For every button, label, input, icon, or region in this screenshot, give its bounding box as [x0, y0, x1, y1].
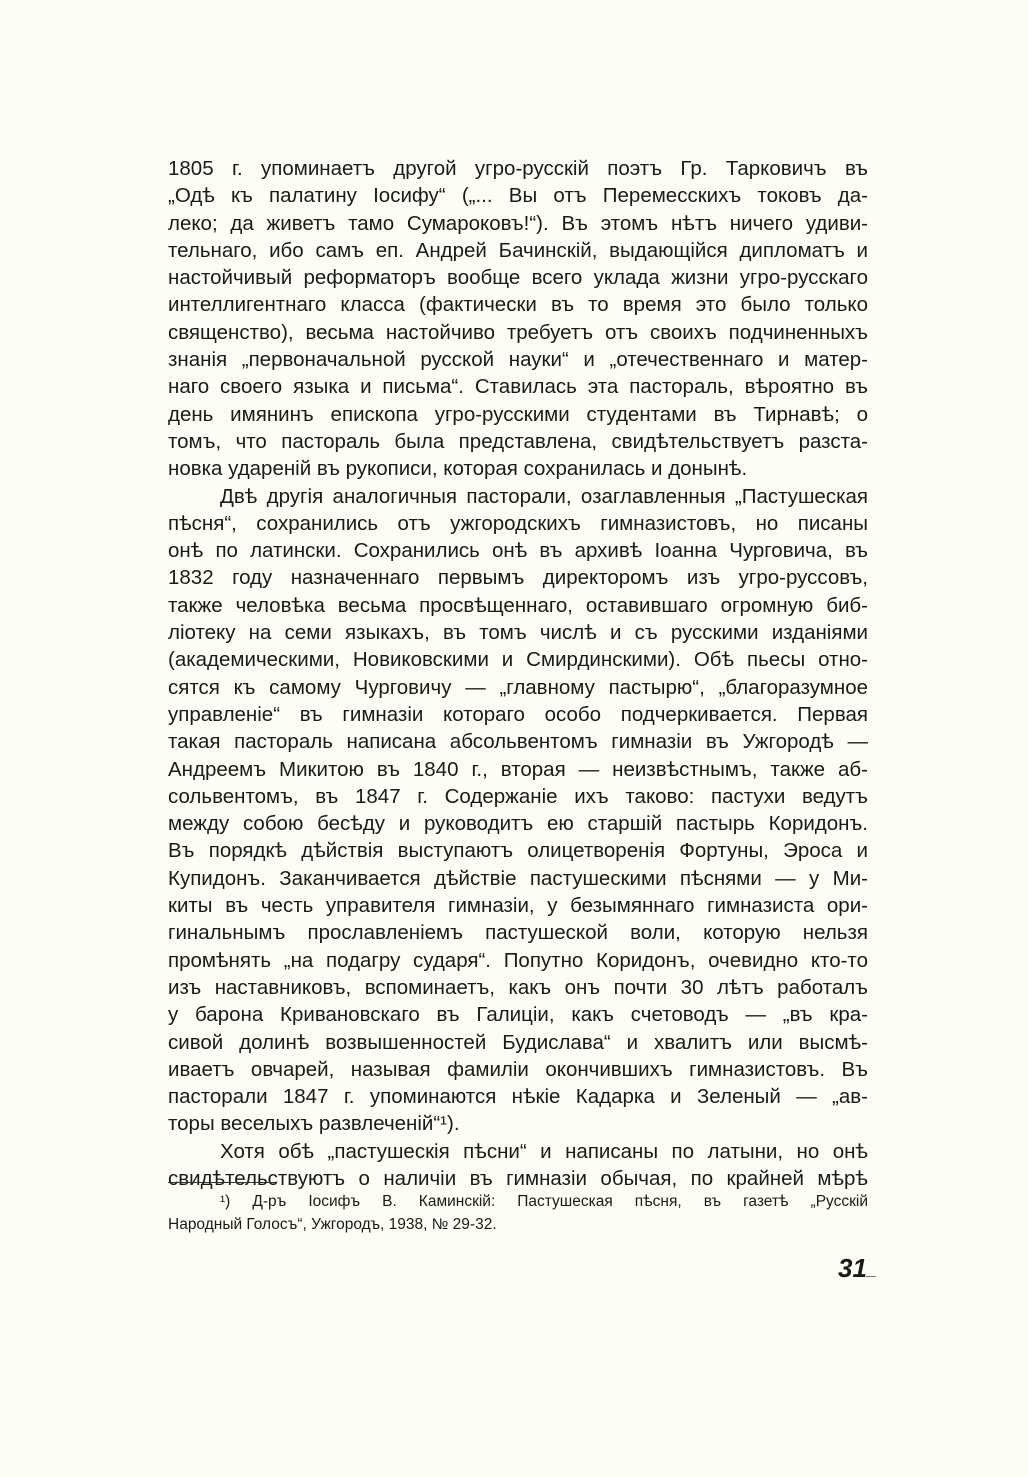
text-line: пѣсня“, сохранились отъ ужгородскихъ гимназистовъ, но писаны	[168, 511, 868, 535]
text-line: изъ наставниковъ, вспоминаетъ, какъ онъ почти 30 лѣтъ работалъ	[168, 975, 868, 999]
text-line: между собою бесѣду и руководитъ ею старшій пастырь Коридонъ.	[168, 812, 868, 836]
text-line: новка удареній въ рукописи, которая сохранилась и донынѣ.	[168, 457, 748, 481]
paragraph-1	[168, 155, 868, 483]
text-line: гинальнымъ прославленіемъ пастушеской воли, которую нельзя	[168, 921, 868, 945]
text-line: онѣ по латински. Сохранились онѣ въ архивѣ Іоанна Чурговича, въ	[168, 539, 868, 563]
text-line: тельнаго, ибо самъ еп. Андрей Бачинскій, выдающійся дипломатъ и	[168, 238, 868, 262]
text-line: сивой долинѣ возвышенностей Будислава“ и хвалитъ или высмѣ-	[168, 1030, 868, 1054]
text-line: сольвентомъ, въ 1847 г. Содержаніе ихъ таково: пастухи ведутъ	[168, 784, 868, 808]
text-line: интеллигентнаго класса (фактически въ то время это было только	[168, 293, 868, 317]
text-line: свидѣтельствуютъ о наличіи въ гимназіи обычая, по крайней мѣрѣ	[168, 1166, 868, 1190]
text-line: торы веселыхъ развлеченій“¹).	[168, 1112, 460, 1136]
text-line: Андреемъ Микитою въ 1840 г., вторая — неизвѣстнымъ, также аб-	[168, 757, 868, 781]
text-line: киты въ честь управителя гимназіи, у безымяннаго гимназиста ори-	[168, 894, 868, 918]
text-line: сятся къ самому Чурговичу — „главному пастырю“, „благоразумное	[168, 675, 868, 699]
text-line: пасторали 1847 г. упоминаются нѣкіе Кадарка и Зеленый — „ав-	[168, 1085, 868, 1109]
text-line: иваетъ овчарей, называя фамиліи окончившихъ гимназистовъ. Въ	[168, 1057, 868, 1081]
footnote-line: ¹) Д-ръ Іосифъ В. Каминскій: Пастушеская пѣсня, въ газетѣ „Русскій	[220, 1193, 868, 1210]
page-number-underline	[866, 1276, 876, 1277]
footnote	[168, 1190, 868, 1236]
text-line: ліотеку на семи языкахъ, въ томъ числѣ и съ русскими изданіями	[168, 621, 868, 645]
text-line: Двѣ другія аналогичныя пасторали, озаглавленныя „Пастушеская	[220, 484, 868, 508]
text-line: 1805 г. упоминаетъ другой угро-русскій поэтъ Гр. Тарковичъ въ	[168, 157, 868, 180]
text-line: леко; да живетъ тамо Сумароковъ!“). Въ этомъ нѣтъ ничего удиви-	[168, 211, 868, 235]
text-line: 1832 году назначеннаго первымъ директоромъ изъ угро-руссовъ,	[168, 566, 868, 590]
text-line: такая пастораль написана абсольвентомъ гимназіи въ Ужгородѣ —	[168, 730, 868, 754]
paragraph-2	[168, 483, 868, 1138]
footnote-divider	[168, 1182, 276, 1183]
text-line: настойчивый реформаторъ вообще всего уклада жизни угро-русскаго	[168, 266, 868, 290]
text-line: священство), весьма настойчиво требуетъ отъ своихъ подчиненныхъ	[168, 320, 868, 344]
text-line: (академическими, Новиковскими и Смирдинскими). Обѣ пьесы отно-	[168, 648, 868, 672]
text-line: „Одѣ къ палатину Іосифу“ („... Вы отъ Перемесскихъ токовъ да-	[168, 184, 868, 208]
text-line: Въ порядкѣ дѣйствія выступаютъ олицетворенія Фортуны, Эроса и	[168, 839, 868, 863]
text-line: томъ, что пастораль была представлена, свидѣтельствуетъ разста-	[168, 429, 868, 453]
footnote-line: Народный Голосъ“, Ужгородъ, 1938, № 29-32.	[168, 1216, 497, 1233]
text-line: Хотя обѣ „пастушескія пѣсни“ и написаны по латыни, но онѣ	[220, 1139, 868, 1163]
text-line: день имянинъ епископа угро-русскими студентами въ Тирнавѣ; о	[168, 402, 868, 426]
text-line: также человѣка весьма просвѣщеннаго, оставившаго огромную биб-	[168, 593, 868, 617]
text-line: Купидонъ. Заканчивается дѣйствіе пастушескими пѣснями — у Ми-	[168, 866, 868, 890]
paragraph-3	[168, 1138, 868, 1193]
page-body	[168, 155, 868, 1192]
page-number: 31	[838, 1253, 867, 1283]
text-line: у барона Кривановскаго въ Галиціи, какъ счетоводъ — „въ кра-	[168, 1003, 868, 1027]
text-line: управленіе“ въ гимназіи котораго особо подчеркивается. Первая	[168, 702, 868, 726]
text-line: знанія „первоначальной русской науки“ и „отечественнаго и матер-	[168, 348, 868, 372]
text-line: промѣнять „на подагру сударя“. Попутно Коридонъ, очевидно кто-то	[168, 948, 868, 972]
text-line: наго своего языка и письма“. Ставилась эта пастораль, вѣроятно въ	[168, 375, 868, 399]
